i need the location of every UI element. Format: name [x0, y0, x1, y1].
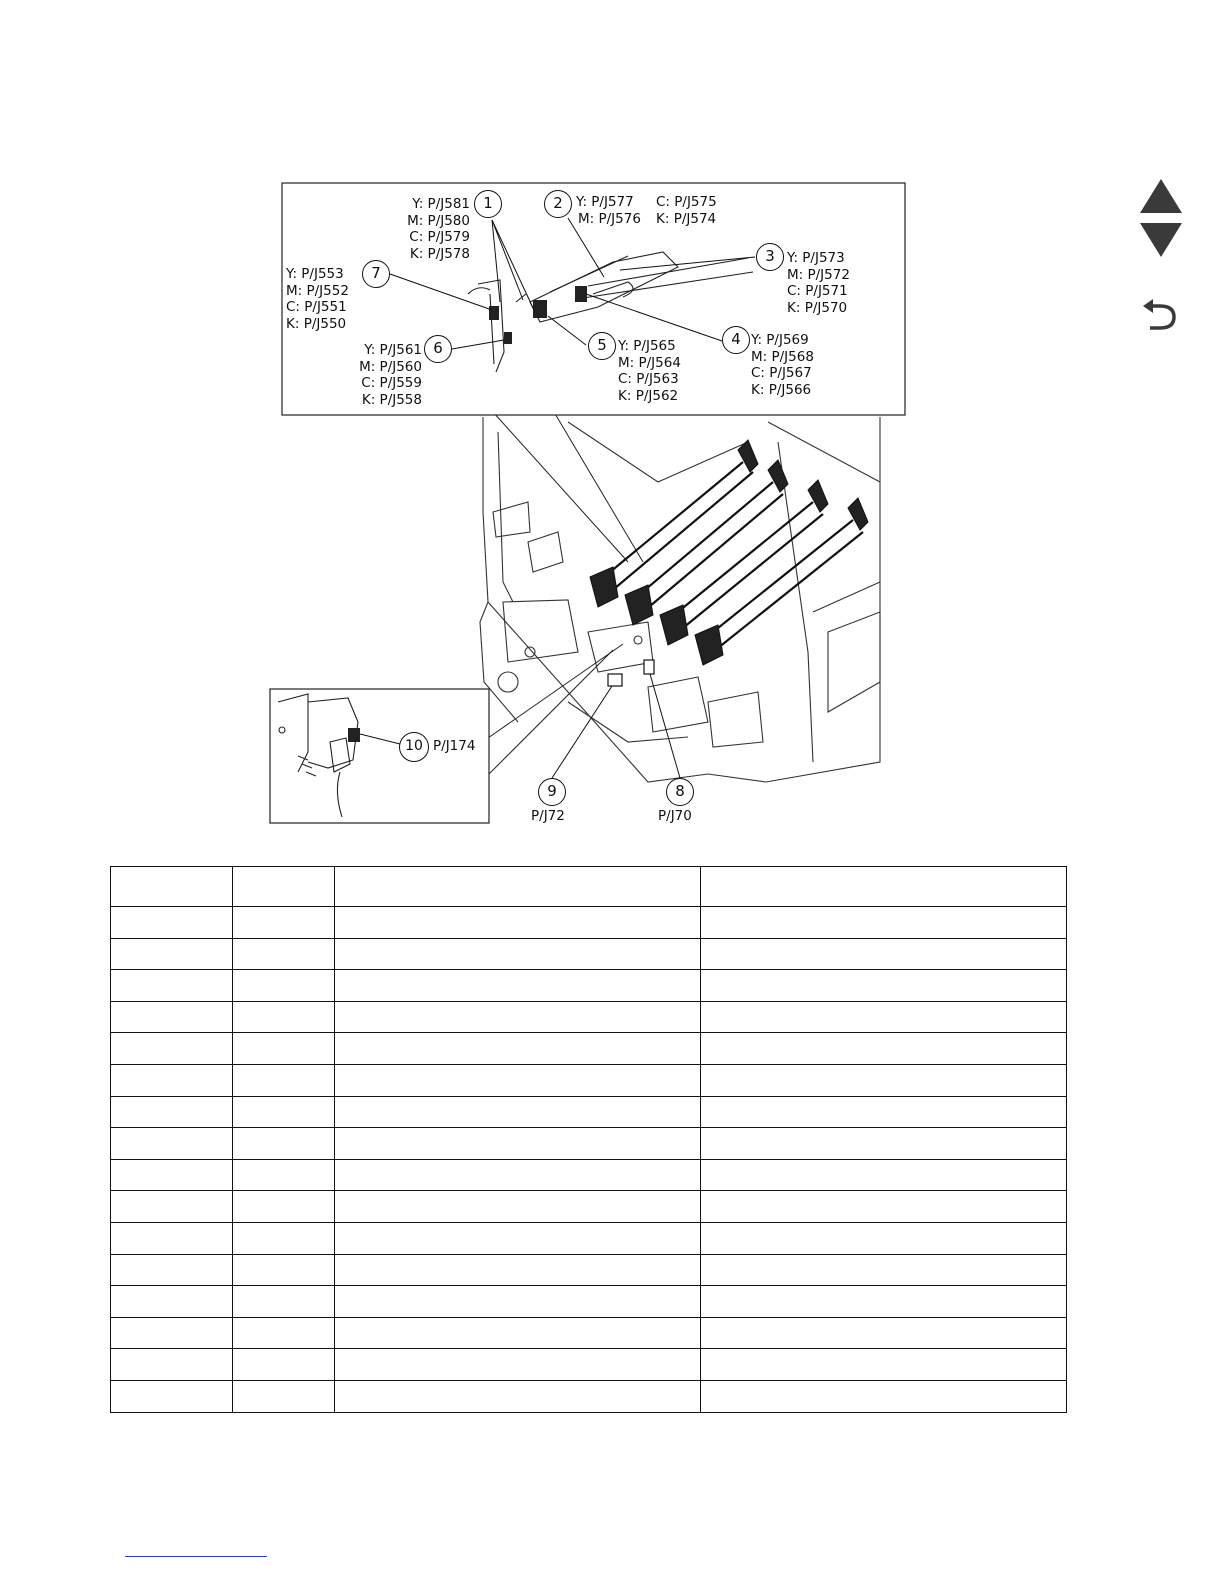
table-row	[111, 970, 1067, 1002]
table-header-cell	[701, 867, 1067, 907]
table-cell	[233, 1159, 335, 1191]
prev-page-button[interactable]	[1138, 177, 1184, 219]
table-cell	[701, 1286, 1067, 1318]
table-cell	[335, 1064, 701, 1096]
table-cell	[701, 1033, 1067, 1065]
label-5-c: C: P/J563	[618, 371, 679, 388]
table-cell	[233, 1254, 335, 1286]
table-cell	[701, 1317, 1067, 1349]
table-row	[111, 1222, 1067, 1254]
table-cell	[111, 938, 233, 970]
return-arrow-icon[interactable]	[1138, 298, 1184, 334]
table-cell	[111, 970, 233, 1002]
connector-table	[110, 866, 1067, 1413]
table-cell	[701, 970, 1067, 1002]
label-1-y: Y: P/J581	[412, 196, 470, 212]
label-2-m: M: P/J576	[578, 210, 641, 227]
label-8: P/J70	[658, 808, 692, 824]
table-cell	[111, 1317, 233, 1349]
table-cell	[233, 1191, 335, 1223]
label-2-k: K: P/J574	[656, 210, 717, 227]
callout-2-labels-ck	[656, 194, 717, 227]
table-cell	[233, 1001, 335, 1033]
table-row	[111, 1001, 1067, 1033]
table-cell	[335, 907, 701, 939]
footer-link[interactable]	[125, 1556, 267, 1557]
table-header-cell	[335, 867, 701, 907]
table-cell	[111, 1033, 233, 1065]
table-row	[111, 1191, 1067, 1223]
callout-2-labels-ym	[576, 194, 641, 227]
table-cell	[335, 1317, 701, 1349]
table-cell	[233, 1096, 335, 1128]
callout-8: 8	[666, 778, 694, 806]
table-cell	[335, 1286, 701, 1318]
table-cell	[111, 1128, 233, 1160]
callout-4-labels	[751, 332, 814, 399]
table-cell	[233, 1222, 335, 1254]
callout-1: 1	[474, 190, 502, 218]
table-cell	[233, 1380, 335, 1412]
label-4-k: K: P/J566	[751, 382, 812, 399]
table-row	[111, 1380, 1067, 1412]
table-cell	[233, 1033, 335, 1065]
next-page-button[interactable]	[1138, 221, 1184, 263]
label-5-m: M: P/J564	[618, 354, 681, 371]
label-4-c: C: P/J567	[751, 365, 812, 382]
table-cell	[701, 1380, 1067, 1412]
table-cell	[111, 1096, 233, 1128]
table-cell	[111, 1191, 233, 1223]
table-cell	[111, 1286, 233, 1318]
label-3-c: C: P/J571	[787, 283, 848, 300]
table-cell	[335, 1380, 701, 1412]
table-cell	[701, 1254, 1067, 1286]
table-cell	[111, 1254, 233, 1286]
table-cell	[233, 938, 335, 970]
table-row	[111, 1033, 1067, 1065]
table-cell	[111, 1064, 233, 1096]
label-1-c: C: P/J579	[409, 229, 470, 246]
table-row	[111, 1286, 1067, 1318]
label-6-y: Y: P/J561	[364, 342, 422, 358]
label-5-y: Y: P/J565	[618, 338, 676, 354]
table-cell	[335, 1128, 701, 1160]
label-7-m: M: P/J552	[286, 282, 349, 299]
triangle-up-icon[interactable]	[1138, 177, 1184, 215]
table-cell	[111, 1380, 233, 1412]
table-header-cell	[233, 867, 335, 907]
table-row	[111, 1096, 1067, 1128]
callout-5: 5	[588, 332, 616, 360]
table-cell	[233, 1286, 335, 1318]
table-cell	[701, 1191, 1067, 1223]
label-6-k: K: P/J558	[361, 392, 422, 409]
back-button[interactable]	[1138, 298, 1184, 338]
callout-6-labels	[342, 342, 422, 409]
label-2-c: C: P/J575	[656, 194, 717, 210]
table-row	[111, 1128, 1067, 1160]
table-cell	[701, 1349, 1067, 1381]
table-cell	[111, 1222, 233, 1254]
table-cell	[701, 938, 1067, 970]
table-cell	[233, 1064, 335, 1096]
connector-location-figure	[268, 182, 908, 826]
table-row	[111, 1064, 1067, 1096]
callout-4: 4	[722, 326, 750, 354]
table-cell	[701, 1128, 1067, 1160]
label-5-k: K: P/J562	[618, 388, 679, 405]
table-row	[111, 1254, 1067, 1286]
table-cell	[233, 1128, 335, 1160]
table-cell	[701, 1222, 1067, 1254]
table-cell	[233, 970, 335, 1002]
table-row	[111, 1159, 1067, 1191]
label-6-m: M: P/J560	[359, 358, 422, 375]
table-header-cell	[111, 867, 233, 907]
label-4-y: Y: P/J569	[751, 332, 809, 348]
callout-5-labels	[618, 338, 681, 405]
label-4-m: M: P/J568	[751, 348, 814, 365]
label-10: P/J174	[433, 738, 476, 754]
table-row	[111, 938, 1067, 970]
table-cell	[111, 1001, 233, 1033]
table-cell	[701, 1096, 1067, 1128]
table-cell	[701, 1064, 1067, 1096]
table-row	[111, 1317, 1067, 1349]
table-cell	[111, 907, 233, 939]
label-7-c: C: P/J551	[286, 299, 347, 316]
table-cell	[335, 938, 701, 970]
table-cell	[233, 1317, 335, 1349]
table-cell	[335, 1033, 701, 1065]
table-cell	[701, 1159, 1067, 1191]
table-row	[111, 1349, 1067, 1381]
label-2-y: Y: P/J577	[576, 194, 634, 210]
label-7-k: K: P/J550	[286, 316, 347, 333]
table-cell	[701, 1001, 1067, 1033]
label-7-y: Y: P/J553	[286, 266, 344, 282]
label-1-m: M: P/J580	[407, 212, 470, 229]
callout-3: 3	[756, 243, 784, 271]
table-cell	[233, 1349, 335, 1381]
table-cell	[335, 1096, 701, 1128]
callout-1-labels	[390, 196, 470, 263]
label-3-k: K: P/J570	[787, 300, 848, 317]
label-3-m: M: P/J572	[787, 266, 850, 283]
callout-7: 7	[362, 260, 390, 288]
callout-6: 6	[424, 335, 452, 363]
callout-3-labels	[787, 250, 850, 317]
table-cell	[335, 1191, 701, 1223]
label-9: P/J72	[531, 808, 565, 824]
table-row	[111, 907, 1067, 939]
table-cell	[335, 1222, 701, 1254]
table-cell	[111, 1349, 233, 1381]
label-3-y: Y: P/J573	[787, 250, 845, 266]
table-cell	[335, 1159, 701, 1191]
table-cell	[701, 907, 1067, 939]
table-cell	[335, 1254, 701, 1286]
table-cell	[335, 970, 701, 1002]
callout-9: 9	[538, 778, 566, 806]
label-6-c: C: P/J559	[361, 375, 422, 392]
triangle-down-icon[interactable]	[1138, 221, 1184, 259]
label-1-k: K: P/J578	[409, 246, 470, 263]
callout-10: 10	[399, 732, 429, 762]
table-cell	[335, 1001, 701, 1033]
table-header-row	[111, 867, 1067, 907]
table-cell	[233, 907, 335, 939]
table-cell	[335, 1349, 701, 1381]
callout-2: 2	[544, 190, 572, 218]
table-cell	[111, 1159, 233, 1191]
callout-7-labels	[286, 266, 349, 333]
